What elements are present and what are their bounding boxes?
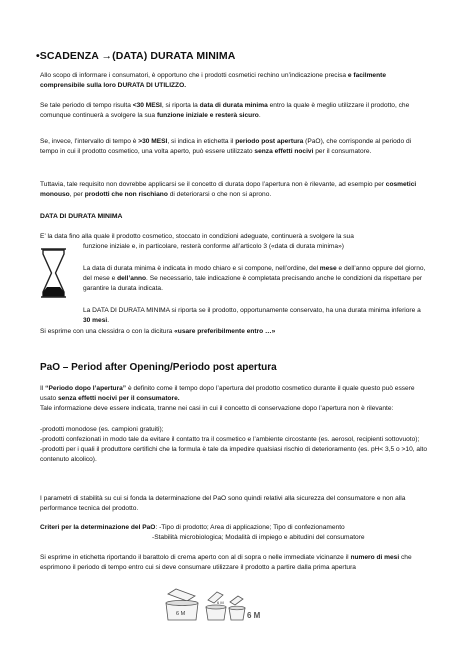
- list-item: -prodotti monodose (es. campioni gratuiti);: [40, 426, 164, 433]
- text-bold: funzione iniziale e resterà sicuro: [156, 112, 259, 119]
- pao-label: 6 M: [247, 611, 261, 620]
- text-bold: senza effetti nocivi: [254, 148, 314, 155]
- text: Allo scopo di informare i consumatori, è opportuno che i prodotti cosmetici rechino un’indicazione precisa: [40, 72, 348, 79]
- open-jar-label-icon: [229, 596, 261, 620]
- text: entro la quale è meglio utilizzare il prodotto, che comunque continuerà a svolgere la sua: [40, 102, 410, 119]
- text-bold: senza effetti nocivi per il consumatore.: [57, 395, 180, 402]
- text: : -Tipo di prodotto; Area di applicazione; Tipo di confezionamento: [155, 524, 345, 531]
- text: Se tale periodo di tempo risulta: [40, 102, 133, 109]
- text-bold: <30 MESI: [132, 102, 162, 109]
- paragraph-exceptions: [40, 180, 428, 200]
- exception-list: [40, 425, 428, 465]
- text-bold: data di durata minima: [199, 102, 268, 109]
- text: . Se necessario, tale indicazione è completata precisando anche le condizioni da rispettare per garantire la durata indicata.: [83, 275, 423, 292]
- text: Si esprime con una clessidra o con la dicitura: [40, 328, 175, 335]
- text: che esprimono il periodo di tempo entro cui si deve consumare utilizzare il prodotto a partire dalla prima apertura: [40, 554, 412, 571]
- text-bold: periodo post apertura: [235, 138, 304, 145]
- text: e dell’anno oppure del giorno, del mese e: [83, 265, 426, 282]
- ddm-threshold-text: [83, 306, 428, 326]
- text: (PaO), che corrisponde al periodo di tempo in cui il prodotto cosmetico, una volta aperto, può essere utilizzato: [40, 138, 412, 155]
- list-item: -prodotti confezionati in modo tale da evitare il contatto tra il cosmetico e l’ambiente circostante (es. aerosol, recipienti sottovuoto);: [40, 436, 420, 443]
- paragraph-ddm-expression: [40, 327, 428, 337]
- heading-data-durata-minima: DATA DI DURATA MINIMA: [40, 213, 123, 220]
- paragraph-stability: I parametri di stabilità su cui si fonda la determinazione del PaO sono quindi relativi alla sicurezza del consumatore e non alla performance tecnica del prodotto.: [40, 495, 406, 512]
- paragraph-ddm-definition: E’ la data fino alla quale il prodotto cosmetico, stoccato in condizioni adeguate, continuerà a svolgere la sua: [40, 233, 354, 240]
- ddm-format-text: [83, 264, 428, 294]
- text-bold: “Periodo dopo l’apertura”: [45, 385, 127, 392]
- text: -Stabilità microbiologica; Modalità di impiego e abitudini del consumatore: [152, 534, 365, 541]
- text: .: [258, 112, 261, 119]
- text: .: [107, 317, 110, 324]
- list-item: -prodotti per i quali il produttore certifichi che la formula è tale da impedire qualsiasi rischio di deterioramento (es. pH< 3,5 o >10, alto contenuto alcolico).: [40, 446, 428, 463]
- text-bold: «usare preferibilmente entro …»: [174, 328, 276, 335]
- text-bold: >30 MESI: [138, 138, 168, 145]
- pao-label: 6 M: [217, 600, 224, 605]
- text-bold: dell’anno: [117, 275, 147, 282]
- heading-pao: PaO – Period after Opening/Periodo post apertura: [40, 362, 277, 373]
- paragraph-intro: [40, 71, 428, 91]
- text: Tale informazione deve essere indicata, tranne nei casi in cui il concetto di conservazione dopo l’apertura non è rilevante:: [40, 405, 394, 412]
- heading-scadenza: •SCADENZA →(DATA) DURATA MINIMA: [36, 50, 236, 62]
- text: La DATA DI DURATA MINIMA si riporta se il prodotto, opportunamente conservato, ha una durata minima inferiore a: [83, 307, 421, 314]
- paragraph-pao-definition: [40, 384, 428, 414]
- text-bold: e facilmente comprensibile sulla loro DURATA DI UTILIZZO.: [40, 72, 386, 89]
- text: di deteriorarsi o che non si aprono.: [167, 191, 272, 198]
- ddm-article-text: funzione iniziale e, in particolare, resterà conforme all’articolo 3 («data di durata minima»): [83, 243, 344, 250]
- text: Se, invece, l’intervallo di tempo è: [40, 138, 139, 145]
- open-jar-small-icon: [206, 592, 226, 620]
- text-bold: cosmetici monouso: [40, 181, 417, 198]
- text-bold: prodotti che non rischiano: [84, 191, 168, 198]
- text-bold: numero di mesi: [350, 554, 400, 561]
- text: Il: [40, 385, 46, 392]
- text: per il consumatore.: [313, 148, 372, 155]
- paragraph-under-30: [40, 101, 428, 121]
- text-bold: mese: [319, 265, 337, 272]
- open-jar-icon: [166, 589, 198, 620]
- paragraph-pao-label: [40, 553, 428, 573]
- pao-jar-icons: [163, 586, 267, 623]
- text: Tuttavia, tale requisito non dovrebbe applicarsi se il concetto di durata dopo l’apertura non è rilevante, ad esempio per: [40, 181, 386, 188]
- text: Si esprime in etichetta riportando il barattolo di crema aperto con al di sopra o nelle immediate vicinanze il: [40, 554, 351, 561]
- pao-label: 6 M: [176, 611, 186, 617]
- text: La data di durata minima è indicata in modo chiaro e si compone, nell’ordine, del: [83, 265, 320, 272]
- paragraph-over-30: [40, 137, 428, 157]
- text: , si riporta la: [161, 102, 200, 109]
- paragraph-criteria: [40, 523, 428, 543]
- text: è definito come il tempo dopo l’apertura del prodotto cosmetico durante il quale questo può essere usato: [40, 385, 415, 402]
- text: , per: [69, 191, 85, 198]
- hourglass-icon: [40, 248, 67, 298]
- text-bold: Criteri per la determinazione del PaO: [40, 524, 156, 531]
- text-bold: 30 mesi: [83, 317, 108, 324]
- text: , si indica in etichetta il: [167, 138, 236, 145]
